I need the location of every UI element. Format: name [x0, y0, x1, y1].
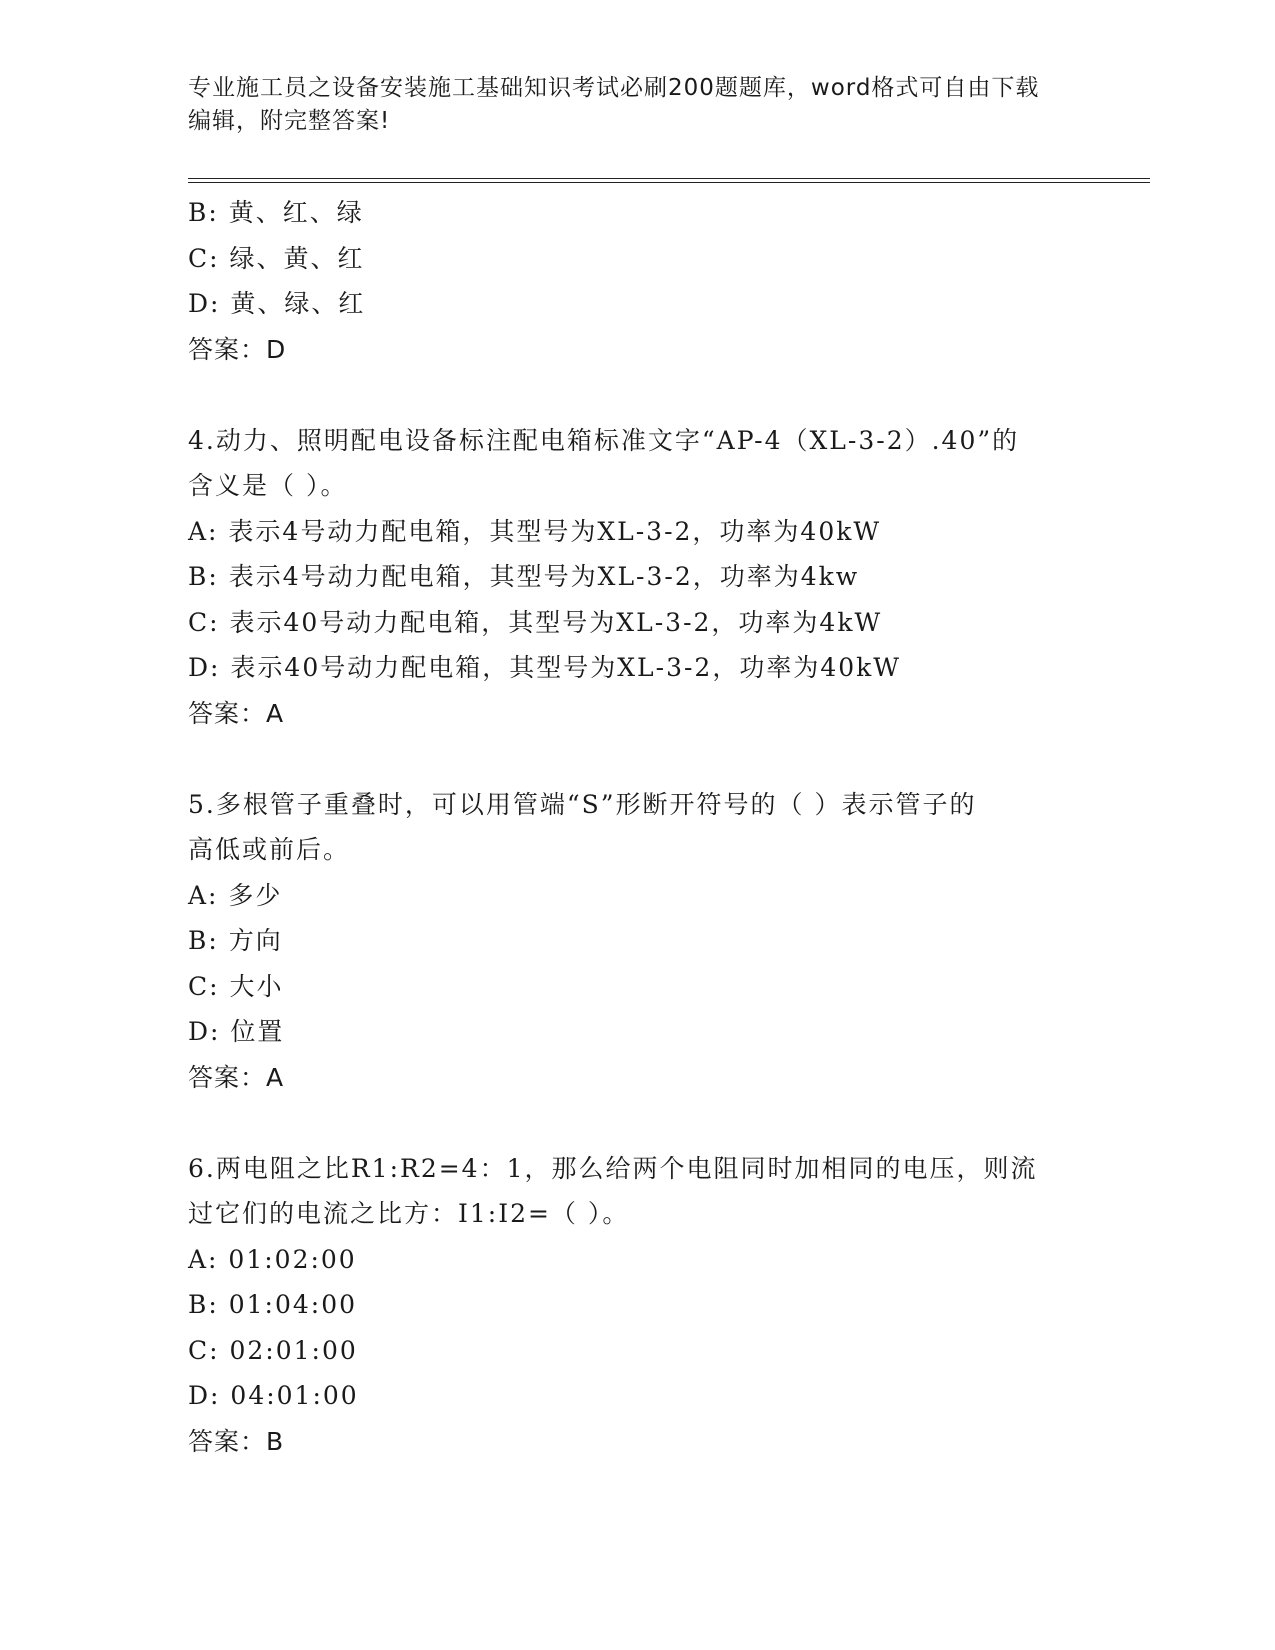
question-6-option-c: C: 02:01:00: [188, 1335, 358, 1365]
question-5: [188, 782, 1088, 1101]
question-3-option-c: C: 绿、黄、红: [188, 243, 365, 273]
spacer: [188, 1100, 1088, 1146]
question-5-option-a: A: 多少: [188, 880, 283, 910]
question-6-option-d: D: 04:01:00: [188, 1381, 359, 1410]
question-4-option-b: B: 表示4号动力配电箱，其型号为XL-3-2，功率为4kw: [188, 562, 860, 591]
question-5-option-d: D: 位置: [188, 1017, 285, 1046]
question-6-answer: 答案：B: [188, 1426, 285, 1456]
spacer: [188, 372, 1088, 418]
question-6-option-b: B: 01:04:00: [188, 1290, 358, 1319]
header-title-line-1: 专业施工员之设备安装施工基础知识考试必刷200题题库，word格式可自由下载: [188, 75, 1040, 101]
question-3-answer: 答案：D: [188, 334, 287, 364]
question-list: [188, 190, 1088, 1464]
question-4-option-a: A: 表示4号动力配电箱，其型号为XL-3-2，功率为40kW: [188, 516, 882, 546]
question-6-stem-line-1: 6.两电阻之比R1:R2=4：1，那么给两个电阻同时加相同的电压，则流: [188, 1153, 1038, 1183]
question-3-option-b: B: 黄、红、绿: [188, 198, 364, 227]
question-5-answer: 答案：A: [188, 1062, 285, 1092]
header-divider-bottom: [188, 182, 1150, 183]
question-6-stem-line-2: 过它们的电流之比方：I1:I2=（ ）。: [188, 1199, 630, 1228]
question-4: [188, 418, 1088, 737]
question-4-answer: 答案：A: [188, 698, 285, 728]
spacer: [188, 736, 1088, 782]
question-4-stem-line-1: 4.动力、照明配电设备标注配电箱标准文字“AP-4（XL-3-2）.40”的: [188, 425, 1020, 455]
question-4-option-c: C: 表示40号动力配电箱，其型号为XL-3-2，功率为4kW: [188, 607, 883, 637]
header-divider-top: [188, 178, 1150, 179]
question-4-stem-line-2: 含义是（ ）。: [188, 471, 348, 500]
question-5-option-c: C: 大小: [188, 971, 284, 1001]
document-header: [188, 72, 1068, 138]
question-5-option-b: B: 方向: [188, 926, 283, 955]
question-3: [188, 190, 1088, 372]
header-title-line-2: 编辑，附完整答案!: [188, 108, 391, 134]
question-6: [188, 1146, 1088, 1465]
question-3-option-d: D: 黄、绿、红: [188, 289, 366, 318]
question-4-option-d: D: 表示40号动力配电箱，其型号为XL-3-2，功率为40kW: [188, 653, 901, 682]
question-6-option-a: A: 01:02:00: [188, 1244, 357, 1274]
question-5-stem-line-1: 5.多根管子重叠时，可以用管端“S”形断开符号的（ ）表示管子的: [188, 789, 977, 819]
question-5-stem-line-2: 高低或前后。: [188, 835, 351, 864]
